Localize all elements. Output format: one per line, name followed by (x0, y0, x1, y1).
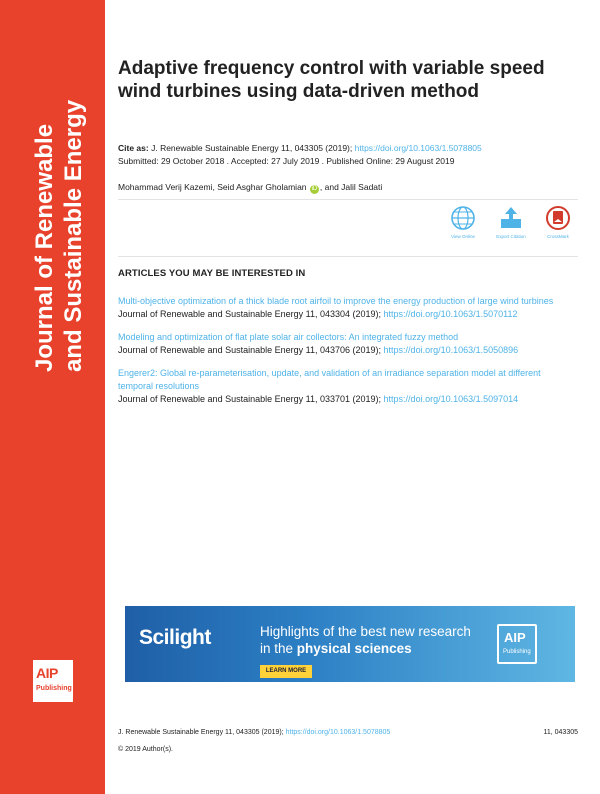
copyright: © 2019 Author(s). (118, 746, 173, 753)
related-article-cite: Journal of Renewable and Sustainable Energy 11, 033701 (2019); (118, 394, 382, 404)
cite-as-label: Cite as: (118, 143, 149, 153)
page-footer (118, 729, 578, 753)
footer-doi-link[interactable]: https://doi.org/10.1063/1.5078805 (285, 729, 391, 736)
footer-citation (118, 729, 578, 736)
badge-subtext: Publishing (503, 649, 531, 655)
related-article-cite: Journal of Renewable and Sustainable Energy 11, 043304 (2019); (118, 309, 382, 319)
related-article (118, 331, 578, 357)
author-sadati[interactable]: , and Jalil Sadati (319, 182, 383, 192)
related-articles-heading: ARTICLES YOU MAY BE INTERESTED IN (118, 268, 306, 279)
article-actions (443, 205, 578, 245)
divider (118, 256, 578, 257)
scilight-banner-ad[interactable] (125, 606, 575, 682)
view-online-label: View Online (451, 234, 475, 239)
export-icon (498, 205, 524, 231)
related-article (118, 367, 578, 406)
badge-text: AIP (504, 630, 526, 645)
logo-text: AIP (36, 665, 58, 681)
scilight-logo: Scilight (139, 626, 211, 649)
author-list (118, 182, 578, 194)
journal-title (30, 32, 88, 372)
logo-subtext: Publishing (36, 685, 72, 692)
globe-icon (450, 205, 476, 231)
related-article-doi[interactable]: https://doi.org/10.1063/1.5097014 (383, 394, 519, 404)
publication-dates: Submitted: 29 October 2018 . Accepted: 27 July 2019 . Published Online: 29 August 2019 (118, 156, 455, 166)
journal-title-line-1: Journal of Renewable (31, 123, 58, 372)
related-article-title[interactable]: Modeling and optimization of flat plate solar air collectors: An integrated fuzzy method (118, 332, 459, 342)
page-number: 11, 043305 (543, 729, 578, 736)
journal-title-line-2: and Sustainable Energy (60, 99, 87, 372)
export-citation-label: Export Citation (496, 234, 526, 239)
banner-tagline-prefix: in the (260, 641, 297, 656)
crossmark-icon (545, 205, 571, 231)
author-kazemi[interactable]: Mohammad Verij Kazemi, (118, 182, 215, 192)
doi-link[interactable]: https://doi.org/10.1063/1.5078805 (354, 143, 482, 153)
related-article-cite: Journal of Renewable and Sustainable Energy 11, 043706 (2019); (118, 345, 382, 355)
learn-more-button[interactable]: LEARN MORE (260, 665, 312, 678)
crossmark-button[interactable] (538, 205, 578, 239)
journal-sidebar (0, 0, 105, 794)
footer-ref: J. Renewable Sustainable Energy 11, 043305 (2019); (118, 729, 284, 736)
banner-tagline (260, 623, 500, 657)
aip-publishing-logo[interactable] (33, 660, 73, 702)
related-articles-list (118, 295, 578, 416)
related-article-title[interactable]: Multi-objective optimization of a thick blade root airfoil to improve the energy production of large wind turbines (118, 296, 554, 306)
author-gholamian[interactable]: Seid Asghar Gholamian (217, 182, 307, 192)
article-title: Adaptive frequency control with variable speed wind turbines using data-driven method (118, 58, 545, 102)
crossmark-label: CrossMark (547, 234, 569, 239)
related-article (118, 295, 578, 321)
export-citation-button[interactable] (491, 205, 531, 239)
cite-as-ref: J. Renewable Sustainable Energy 11, 043305 (2019); (151, 143, 353, 153)
related-article-title[interactable]: Engerer2: Global re-parameterisation, update, and validation of an irradiance separation model at different temporal resolutions (118, 368, 541, 391)
aip-publishing-badge (497, 624, 537, 664)
banner-tagline-line-1: Highlights of the best new research (260, 624, 471, 639)
orcid-icon[interactable]: iD (311, 186, 318, 192)
related-article-doi[interactable]: https://doi.org/10.1063/1.5050896 (383, 345, 519, 355)
divider (118, 199, 578, 200)
cite-as-line (118, 142, 578, 155)
related-article-doi[interactable]: https://doi.org/10.1063/1.5070112 (383, 309, 518, 319)
banner-tagline-emphasis: physical sciences (296, 641, 412, 656)
citation-block (118, 142, 578, 168)
view-online-button[interactable] (443, 205, 483, 239)
